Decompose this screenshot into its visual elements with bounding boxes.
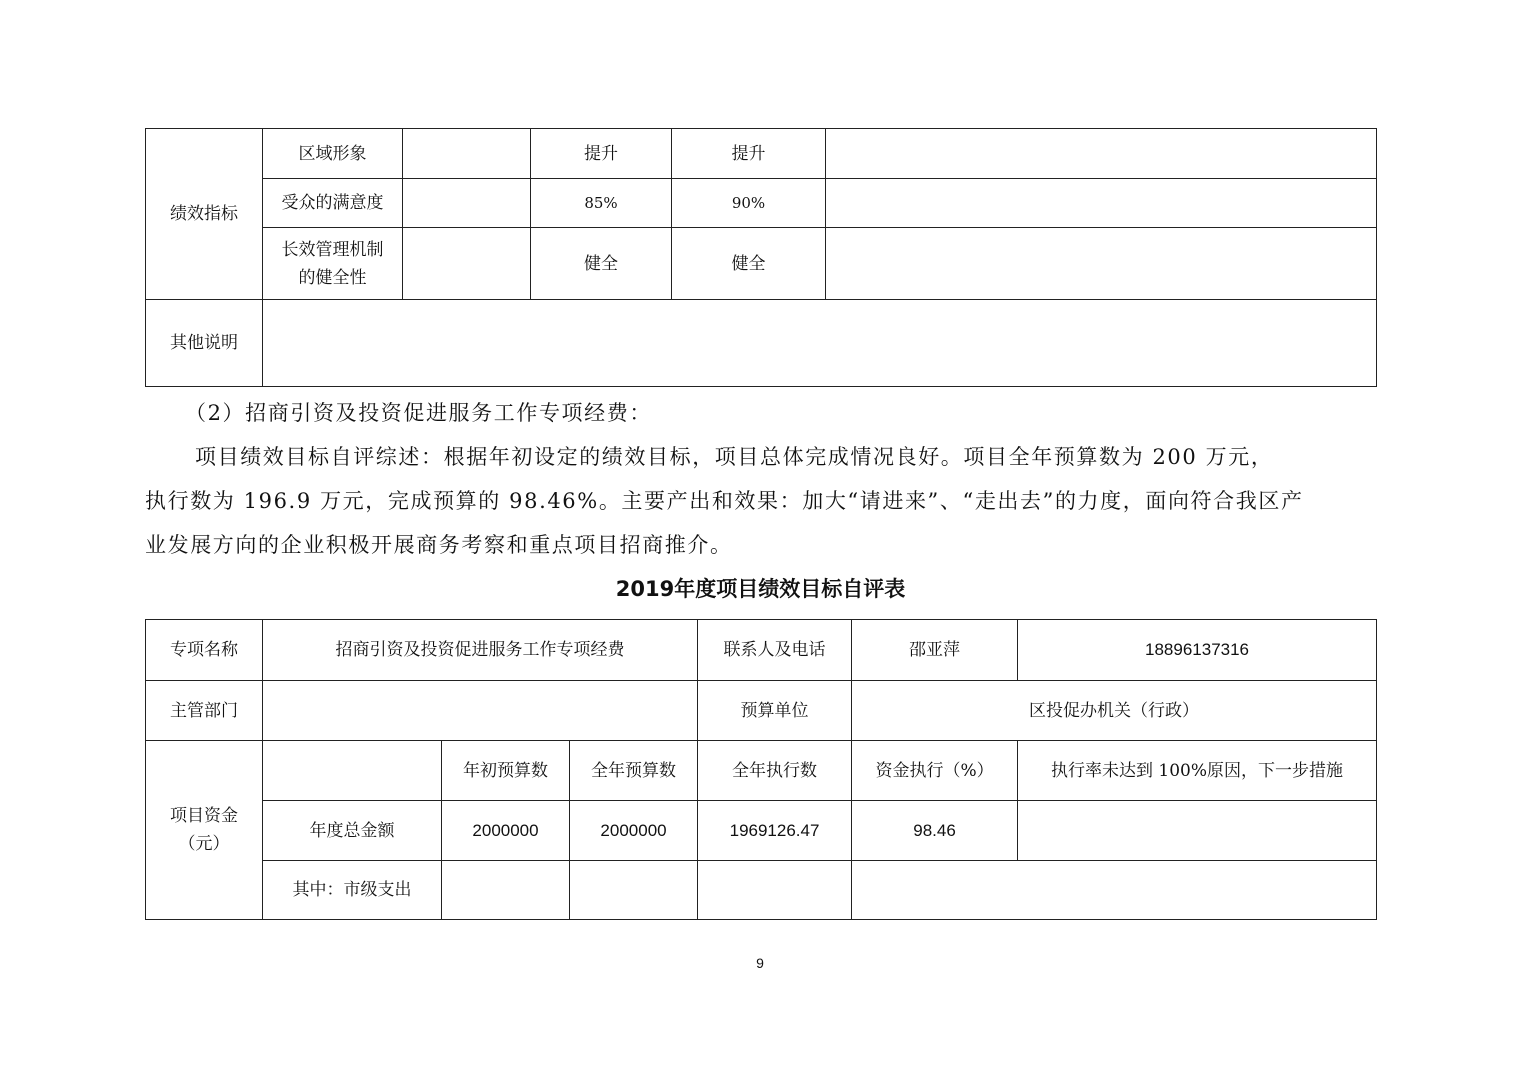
header-exec-rate: 资金执行（%） — [852, 741, 1018, 801]
budget-unit-label: 预算单位 — [698, 681, 852, 741]
page-number: 9 — [756, 955, 764, 971]
city-annual-exec — [698, 861, 852, 920]
other-notes-value — [263, 300, 1377, 387]
indicator-cell — [403, 228, 531, 300]
indicator-name-line: 的健全性 — [298, 267, 367, 288]
total-row-label: 年度总金额 — [263, 801, 442, 861]
indicator-actual: 提升 — [672, 129, 826, 179]
indicator-target: 提升 — [531, 129, 672, 179]
contact-phone: 18896137316 — [1018, 620, 1377, 681]
header-initial-budget: 年初预算数 — [442, 741, 570, 801]
header-blank — [263, 741, 442, 801]
budget-unit: 区投促办机关（行政） — [852, 681, 1377, 741]
performance-indicators-table — [145, 128, 1377, 387]
total-initial-budget: 2000000 — [442, 801, 570, 861]
indicator-note — [826, 228, 1377, 300]
indicator-note — [826, 129, 1377, 179]
table-row — [146, 179, 1377, 228]
indicator-name-line: 长效管理机制 — [281, 239, 384, 260]
summary-line: 业发展方向的企业积极开展商务考察和重点项目招商推介。 — [145, 533, 733, 557]
project-name: 招商引资及投资促进服务工作专项经费 — [263, 620, 698, 681]
total-exec-rate: 98.46 — [852, 801, 1018, 861]
header-annual-budget: 全年预算数 — [570, 741, 698, 801]
dept-value — [263, 681, 698, 741]
header-annual-exec: 全年执行数 — [698, 741, 852, 801]
summary-line: 项目绩效目标自评综述：根据年初设定的绩效目标，项目总体完成情况良好。项目全年预算数为 200 万元， — [195, 445, 1274, 469]
contact-name: 邵亚萍 — [852, 620, 1018, 681]
project-name-label: 专项名称 — [146, 620, 263, 681]
indicator-cell — [403, 179, 531, 228]
section-subtitle: （2）招商引资及投资促进服务工作专项经费： — [185, 401, 652, 425]
city-exec-rate — [852, 861, 1377, 920]
total-annual-budget: 2000000 — [570, 801, 698, 861]
table-row — [146, 228, 1377, 300]
table-row — [146, 620, 1377, 681]
table-row — [146, 741, 1377, 801]
table-row — [146, 681, 1377, 741]
table-row — [146, 300, 1377, 387]
funds-label-line: 项目资金 — [170, 806, 238, 826]
total-annual-exec: 1969126.47 — [698, 801, 852, 861]
indicator-name: 区域形象 — [263, 129, 403, 179]
indicator-target: 85% — [531, 179, 672, 228]
total-reason — [1018, 801, 1377, 861]
other-notes-label: 其他说明 — [146, 300, 263, 387]
dept-label: 主管部门 — [146, 681, 263, 741]
city-initial-budget — [442, 861, 570, 920]
table-row — [146, 129, 1377, 179]
indicator-name: 受众的满意度 — [263, 179, 403, 228]
city-annual-budget — [570, 861, 698, 920]
indicator-cell — [403, 129, 531, 179]
table-row — [146, 801, 1377, 861]
indicator-actual: 健全 — [672, 228, 826, 300]
funds-label-line: （元） — [178, 834, 230, 854]
indicator-actual: 90% — [672, 179, 826, 228]
funds-label — [146, 741, 263, 920]
indicator-category: 绩效指标 — [146, 129, 263, 300]
indicator-target: 健全 — [531, 228, 672, 300]
table-row — [146, 861, 1377, 920]
summary-line: 执行数为 196.9 万元，完成预算的 98.46%。主要产出和效果：加大“请进来”、“走出去”的力度，面向符合我区产 — [145, 489, 1304, 513]
header-reason: 执行率未达到 100%原因，下一步措施 — [1018, 741, 1377, 801]
contact-label: 联系人及电话 — [698, 620, 852, 681]
indicator-note — [826, 179, 1377, 228]
indicator-name — [263, 228, 403, 300]
self-evaluation-table — [145, 619, 1377, 920]
table-title: 2019年度项目绩效目标自评表 — [615, 577, 906, 601]
city-row-label: 其中：市级支出 — [263, 861, 442, 920]
